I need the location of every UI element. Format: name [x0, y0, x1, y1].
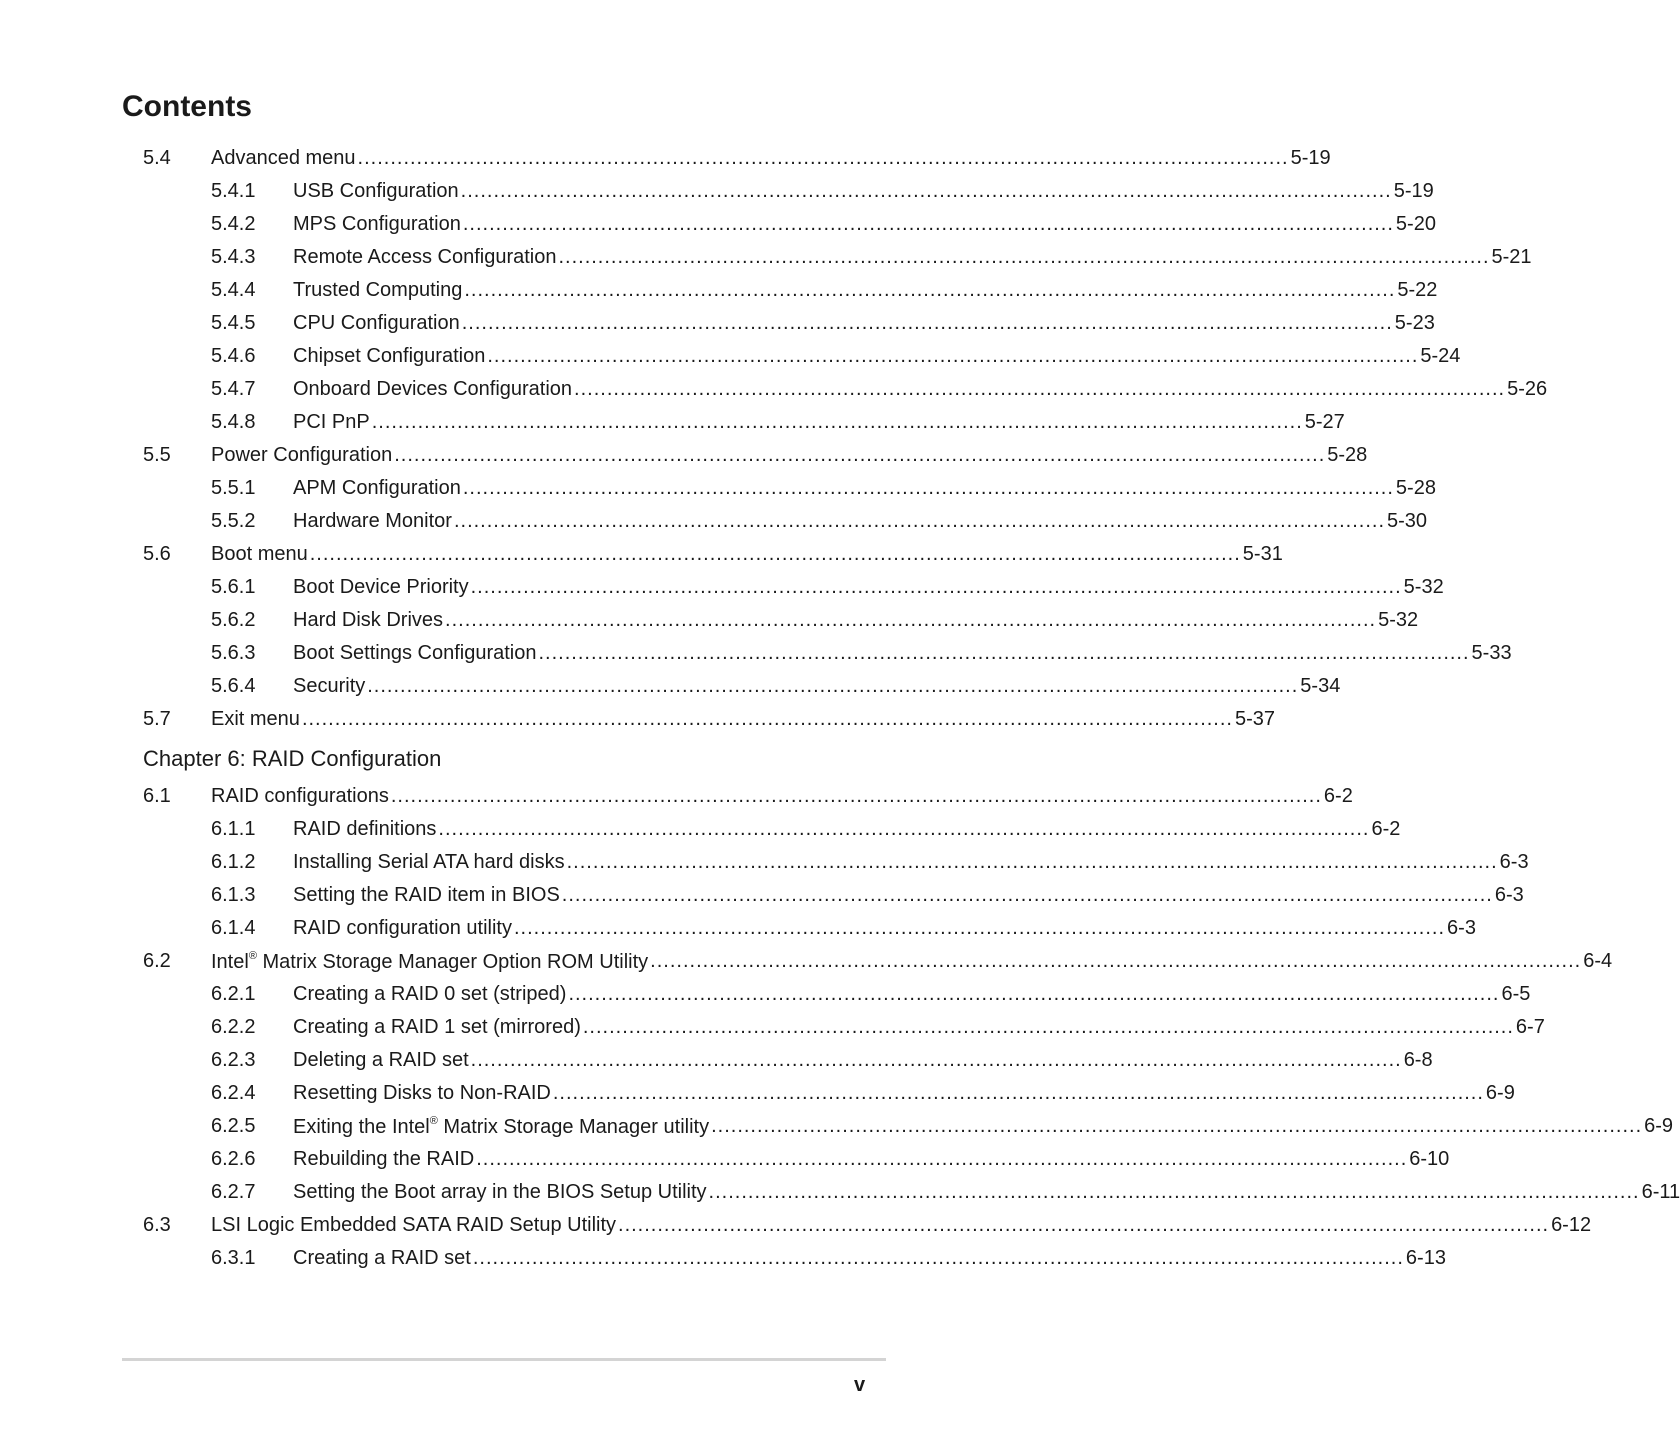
- toc-entry-number: 6.2.1: [211, 983, 256, 1005]
- toc-entry-title-text: Hardware Monitor: [293, 510, 452, 532]
- dot-leader: ..............................................................................................................................................: [558, 246, 1490, 268]
- toc-entry-number: 5.7: [143, 708, 171, 730]
- toc-entry-title-text: PCI PnP: [293, 411, 370, 433]
- toc-entry-page: 5-20: [1395, 213, 1436, 235]
- toc-entry-number: 5.4.5: [211, 312, 256, 334]
- toc-entry-title: [211, 708, 300, 731]
- toc-entry-title: [211, 1214, 616, 1237]
- toc-entry-page: 5-37: [1234, 708, 1276, 730]
- toc-entry-title-text: Installing Serial ATA hard disks: [293, 851, 565, 873]
- toc-entry-number: 6.3.1: [211, 1247, 256, 1269]
- toc-entry-title-text: Rebuilding the RAID: [293, 1148, 475, 1170]
- toc-entry-title: [293, 576, 469, 599]
- dot-leader: ..............................................................................................................................................: [487, 345, 1419, 367]
- toc-entry[interactable]: [0, 813, 1401, 846]
- toc-entry[interactable]: [0, 142, 1331, 175]
- dot-leader: ..............................................................................................................................................: [574, 378, 1506, 400]
- chapter-6-heading: Chapter 6: RAID Configuration: [143, 746, 442, 771]
- toc-entry-number: 5.4.2: [211, 213, 256, 235]
- toc-entry-number: 6.2.7: [211, 1181, 256, 1203]
- toc-entry[interactable]: [0, 1209, 1592, 1242]
- toc-entry[interactable]: [0, 538, 1283, 571]
- toc-entry[interactable]: [0, 406, 1345, 439]
- toc-entry-page: 6-3: [1447, 917, 1476, 939]
- toc-entry-title: [293, 1247, 471, 1270]
- toc-entry-page: 6-13: [1405, 1247, 1446, 1269]
- toc-entry-page: 5-27: [1304, 411, 1345, 433]
- toc-entry-number: 5.5.2: [211, 510, 256, 532]
- toc-entry-page: 6-7: [1515, 1016, 1545, 1038]
- toc-entry[interactable]: [0, 912, 1476, 945]
- toc-entry[interactable]: [0, 1176, 1680, 1209]
- toc-entry-title: [293, 246, 556, 269]
- toc-entry-title-text: CPU Configuration: [293, 312, 460, 334]
- toc-entry-title: [293, 1049, 469, 1072]
- toc-entry[interactable]: [0, 307, 1435, 340]
- dot-leader: ..............................................................................................................................................: [464, 279, 1396, 301]
- toc-entry-number: 6.2: [143, 950, 171, 972]
- toc-entry[interactable]: [0, 1011, 1545, 1044]
- toc-entry-title-text: USB Configuration: [293, 180, 459, 202]
- toc-entry[interactable]: [0, 373, 1548, 406]
- toc-entry[interactable]: [0, 505, 1428, 538]
- toc-entry-title-text: Advanced menu: [211, 147, 356, 169]
- toc-entry[interactable]: [0, 1143, 1450, 1176]
- toc-entry-title: [211, 147, 356, 170]
- toc-entry-title: [293, 345, 485, 368]
- toc-entry-page: 6-9: [1644, 1115, 1674, 1137]
- toc-entry-number: 6.1.4: [211, 917, 256, 939]
- toc-entry[interactable]: [0, 439, 1368, 472]
- toc-entry-page: 5-24: [1420, 345, 1461, 367]
- toc-entry-title-text: Creating a RAID 0 set (striped): [293, 983, 567, 1005]
- toc-entry-page: 5-21: [1491, 246, 1532, 268]
- toc-entry-page: 6-12: [1551, 1214, 1592, 1236]
- toc-entry-title-text: LSI Logic Embedded SATA RAID Setup Utility: [211, 1214, 617, 1236]
- toc-entry-title-text: RAID definitions: [293, 818, 437, 840]
- toc-entry-number: 6.2.2: [211, 1016, 256, 1038]
- toc-entry-title: [293, 180, 459, 203]
- dot-leader: ..............................................................................................................................................: [470, 576, 1402, 598]
- toc-entry[interactable]: [0, 846, 1529, 879]
- toc-entry-page: 5-32: [1378, 609, 1419, 631]
- dot-leader: ..............................................................................................................................................: [460, 180, 1392, 202]
- toc-entry[interactable]: [0, 978, 1531, 1011]
- toc-entry-title-text: Chipset Configuration: [293, 345, 486, 367]
- toc-entry[interactable]: [0, 1077, 1515, 1110]
- toc-entry-title-text: Trusted Computing: [293, 279, 463, 301]
- toc-entry-page: 5-34: [1300, 675, 1341, 697]
- toc-entry-page: 5-26: [1507, 378, 1548, 400]
- dot-leader: ..............................................................................................................................................: [371, 411, 1303, 433]
- toc-entry-page: 6-4: [1583, 950, 1613, 972]
- toc-entry-title: [211, 444, 392, 467]
- toc-entry-title-text: Onboard Devices Configuration: [293, 378, 573, 400]
- toc-entry[interactable]: [0, 175, 1434, 208]
- toc-entry[interactable]: [0, 571, 1444, 604]
- toc-entry-page: 5-32: [1403, 576, 1444, 598]
- toc-entry-page: 6-3: [1494, 884, 1524, 906]
- toc-entry-title: [211, 543, 308, 566]
- dot-leader: ..............................................................................................................................................: [309, 543, 1241, 565]
- toc-entry-title: [293, 213, 461, 236]
- toc-entry[interactable]: [0, 340, 1461, 373]
- toc-entry[interactable]: [0, 703, 1276, 736]
- toc-entry[interactable]: [0, 1242, 1446, 1275]
- toc-entry-number: 5.4.1: [211, 180, 256, 202]
- toc-entry[interactable]: [0, 274, 1438, 307]
- toc-entry-title: [293, 477, 461, 500]
- toc-entry-title: [211, 950, 648, 974]
- dot-leader: ..............................................................................................................................................: [470, 1049, 1402, 1071]
- dot-leader: ..............................................................................................................................................: [472, 1247, 1404, 1269]
- dot-leader: ..............................................................................................................................................: [462, 477, 1394, 499]
- toc-entry-title-text: Creating a RAID 1 set (mirrored): [293, 1016, 581, 1038]
- toc-entry-title: [293, 312, 460, 335]
- toc-entry-page: 5-19: [1290, 147, 1331, 169]
- toc-entry-number: 6.1.3: [211, 884, 256, 906]
- toc-entry-title: [293, 675, 365, 698]
- toc-entry-title: [293, 851, 565, 874]
- toc-entry-title-text: Deleting a RAID set: [293, 1049, 469, 1071]
- toc-entry-title-text: Exit menu: [211, 708, 300, 730]
- toc-entry-title-text: RAID configuration utility: [293, 917, 512, 939]
- toc-entry-page: 6-2: [1323, 785, 1353, 807]
- toc-entry-number: 5.6.2: [211, 609, 256, 631]
- toc-entry-page: 5-19: [1393, 180, 1434, 202]
- toc-entry-number: 6.1.1: [211, 818, 256, 840]
- toc-entry-title-text: MPS Configuration: [293, 213, 461, 235]
- toc-entry-number: 6.2.5: [211, 1115, 256, 1137]
- dot-leader: ..............................................................................................................................................: [538, 642, 1470, 664]
- dot-leader: ..............................................................................................................................................: [461, 312, 1393, 334]
- toc-entry-title: [293, 1181, 707, 1204]
- dot-leader: ..............................................................................................................................................: [513, 917, 1446, 939]
- toc-entry-title: [293, 884, 560, 907]
- dot-leader: ..............................................................................................................................................: [394, 444, 1326, 466]
- toc-entry-title-text: Remote Access Configuration: [293, 246, 557, 268]
- toc-entry-title: [293, 1016, 581, 1039]
- toc-entry-number: 5.4.4: [211, 279, 256, 301]
- toc-entry-title-text: Exiting the Intel: [293, 1115, 430, 1138]
- registered-mark: ®: [248, 949, 257, 962]
- toc-entry-title-text: Hard Disk Drives: [293, 609, 444, 631]
- toc-entry-title: [211, 785, 389, 808]
- toc-entry-title-text: Setting the Boot array in the BIOS Setup Utility: [293, 1181, 707, 1203]
- toc-entry-title: [293, 917, 512, 940]
- toc-entry-title-text: Boot menu: [211, 543, 308, 565]
- toc-entry-number: 5.4.6: [211, 345, 256, 367]
- dot-leader: ..............................................................................................................................................: [438, 818, 1370, 840]
- toc-entry-number: 5.6: [143, 543, 171, 565]
- toc-entry-page: 5-33: [1471, 642, 1512, 664]
- toc-entry-title: [293, 1082, 551, 1105]
- toc-entry-number: 6.3: [143, 1214, 171, 1236]
- dot-leader: ..............................................................................................................................................: [390, 785, 1322, 807]
- toc-entry-number: 6.1.2: [211, 851, 256, 873]
- toc-entry-number: 5.5: [143, 444, 171, 466]
- dot-leader: ..............................................................................................................................................: [357, 147, 1289, 169]
- dot-leader: ..............................................................................................................................................: [650, 950, 1582, 972]
- dot-leader: ..............................................................................................................................................: [367, 675, 1299, 697]
- toc-entry-title-text: Resetting Disks to Non-RAID: [293, 1082, 551, 1104]
- dot-leader: ..............................................................................................................................................: [462, 213, 1394, 235]
- registered-mark: ®: [429, 1114, 438, 1127]
- toc-entry-title: [293, 279, 462, 302]
- toc-entry-title: [293, 378, 572, 401]
- toc-entry-title: [293, 510, 452, 533]
- dot-leader: ..............................................................................................................................................: [708, 1181, 1640, 1203]
- toc-entry-page: 5-28: [1395, 477, 1436, 499]
- toc-entry[interactable]: [0, 945, 1613, 978]
- dot-leader: ..............................................................................................................................................: [566, 851, 1498, 873]
- toc-entry-number: 5.6.1: [211, 576, 256, 598]
- toc-entry[interactable]: [0, 670, 1341, 703]
- toc-entry-page: 6-9: [1485, 1082, 1515, 1104]
- toc-entry-page: 6-8: [1403, 1049, 1433, 1071]
- toc-entry-page: 6-10: [1409, 1148, 1450, 1170]
- toc-entry-page: 5-28: [1327, 444, 1368, 466]
- toc-entry[interactable]: [0, 472, 1436, 505]
- toc-entry-title: [293, 411, 370, 434]
- toc-entry[interactable]: [0, 208, 1436, 241]
- toc-entry-number: 6.2.3: [211, 1049, 256, 1071]
- toc-entry-number: 5.6.4: [211, 675, 256, 697]
- page-title: Contents: [122, 90, 252, 123]
- toc-entry-page: 6-5: [1501, 983, 1531, 1005]
- toc-entry-number: 5.6.3: [211, 642, 256, 664]
- dot-leader: ..............................................................................................................................................: [552, 1082, 1484, 1104]
- toc-entry-title: [293, 818, 436, 841]
- toc-entry-number: 5.5.1: [211, 477, 256, 499]
- toc-entry[interactable]: [0, 780, 1353, 813]
- dot-leader: ..............................................................................................................................................: [582, 1016, 1514, 1038]
- dot-leader: ..............................................................................................................................................: [618, 1214, 1550, 1236]
- toc-entry-number: 6.1: [143, 785, 171, 807]
- toc-entry-title-text: Boot Settings Configuration: [293, 642, 537, 664]
- toc-entry-page: 5-23: [1394, 312, 1435, 334]
- footer-divider: [122, 1358, 886, 1361]
- toc-entry-title-text: Matrix Storage Manager utility: [437, 1115, 710, 1138]
- toc-entry-title: [293, 1148, 474, 1171]
- page-number: v: [854, 1374, 866, 1396]
- toc-entry-title-text: RAID configurations: [211, 785, 389, 807]
- dot-leader: ..............................................................................................................................................: [453, 510, 1385, 532]
- toc-entry-title-text: Matrix Storage Manager Option ROM Utility: [256, 950, 649, 973]
- toc-entry-title-text: Setting the RAID item in BIOS: [293, 884, 560, 906]
- dot-leader: ..............................................................................................................................................: [561, 884, 1493, 906]
- toc-entry-number: 6.2.4: [211, 1082, 256, 1104]
- toc-entry-page: 5-31: [1242, 543, 1283, 565]
- dot-leader: ..............................................................................................................................................: [711, 1115, 1643, 1137]
- toc-entry-title-text: APM Configuration: [293, 477, 461, 499]
- toc-entry-title-text: Intel: [211, 950, 249, 973]
- dot-leader: ..............................................................................................................................................: [476, 1148, 1408, 1170]
- toc-entry[interactable]: [0, 1110, 1674, 1143]
- toc-entry[interactable]: [0, 879, 1524, 912]
- toc-entry-title-text: Creating a RAID set: [293, 1247, 471, 1269]
- toc-entry-title: [293, 983, 566, 1006]
- toc-entry-page: 6-11: [1641, 1181, 1680, 1203]
- toc-entry-title-text: Power Configuration: [211, 444, 393, 466]
- toc-entry-title-text: Security: [293, 675, 366, 697]
- dot-leader: ..............................................................................................................................................: [568, 983, 1500, 1005]
- toc-entry-title: [293, 609, 443, 632]
- toc-entry[interactable]: [0, 241, 1532, 274]
- toc-entry-number: 6.2.6: [211, 1148, 256, 1170]
- dot-leader: ..............................................................................................................................................: [445, 609, 1377, 631]
- toc-entry-title: [293, 1115, 709, 1139]
- toc-entry[interactable]: [0, 1044, 1433, 1077]
- toc-entry-page: 5-22: [1397, 279, 1438, 301]
- toc-entry-page: 6-3: [1499, 851, 1529, 873]
- toc-entry-number: 5.4.7: [211, 378, 256, 400]
- toc-entry-number: 5.4.3: [211, 246, 256, 268]
- toc-entry-page: 5-30: [1387, 510, 1428, 532]
- toc-entry-title: [293, 642, 537, 665]
- toc-entry[interactable]: [0, 637, 1512, 670]
- toc-entry-page: 6-2: [1371, 818, 1401, 840]
- dot-leader: ..............................................................................................................................................: [301, 708, 1233, 730]
- toc-entry-number: 5.4.8: [211, 411, 256, 433]
- toc-entry-title-text: Boot Device Priority: [293, 576, 469, 598]
- toc-entry-number: 5.4: [143, 147, 171, 169]
- toc-entry[interactable]: [0, 604, 1419, 637]
